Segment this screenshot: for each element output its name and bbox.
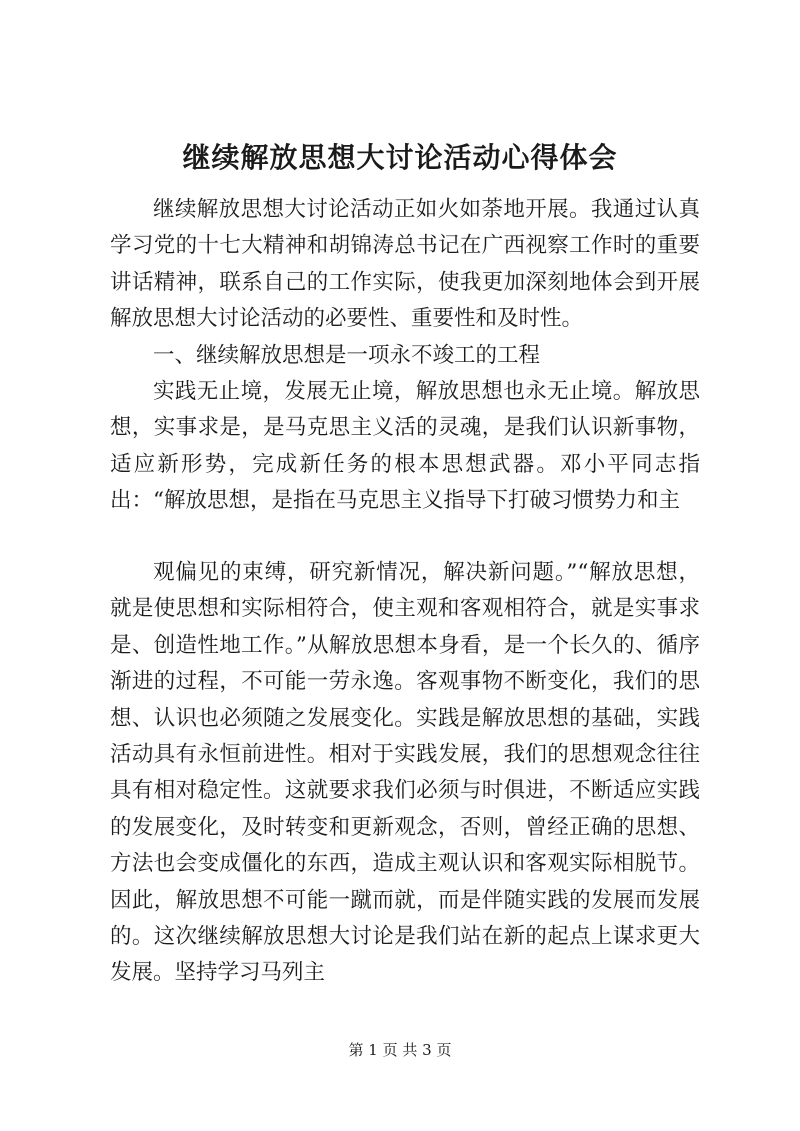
paragraph-intro: 继续解放思想大讨论活动正如火如荼地开展。我通过认真学习党的十七大精神和胡锦涛总书记在广西视察工作时的重要讲话精神，联系自己的工作实际，使我更加深刻地体会到开展解放思想大讨论活动的必要性、重要性和及时性。 xyxy=(110,197,700,332)
page-footer: 第 1 页 共 3 页 xyxy=(348,1041,452,1059)
document-body-block-1 xyxy=(110,192,700,520)
section-heading-1: 一、继续解放思想是一项永不竣工的工程 xyxy=(153,342,541,368)
paragraph-section-1: 实践无止境，发展无止境，解放思想也永无止境。解放思想，实事求是，是马克思主义活的灵魂，是我们认识新事物，适应新形势，完成新任务的根本思想武器。邓小平同志指出：“解放思想，是指在马克思主义指导下打破习惯势力和主 xyxy=(110,379,700,514)
paragraph-continued: 观偏见的束缚，研究新情况，解决新问题。”“解放思想，就是使思想和实际相符合，使主观和客观相符合，就是实事求是、创造性地工作。”从解放思想本身看，是一个长久的、循序渐进的过程，不可能一劳永逸。客观事物不断变化，我们的思想、认识也必须随之发展变化。实践是解放思想的基础，实践活动具有永恒前进性。相对于实践发展，我们的思想观念往往具有相对稳定性。这就要求我们必须与时俱进，不断适应实践的发展变化，及时转变和更新观念，否则，曾经正确的思想、方法也会变成僵化的东西，造成主观认识和客观实际相脱节。因此，解放思想不可能一蹴而就，而是伴随实践的发展而发展的。这次继续解放思想大讨论是我们站在新的起点上谋求更大发展。坚持学习马列主 xyxy=(110,560,700,986)
document-body-block-2 xyxy=(110,555,700,992)
document-title: 继续解放思想大讨论活动心得体会 xyxy=(182,141,618,174)
